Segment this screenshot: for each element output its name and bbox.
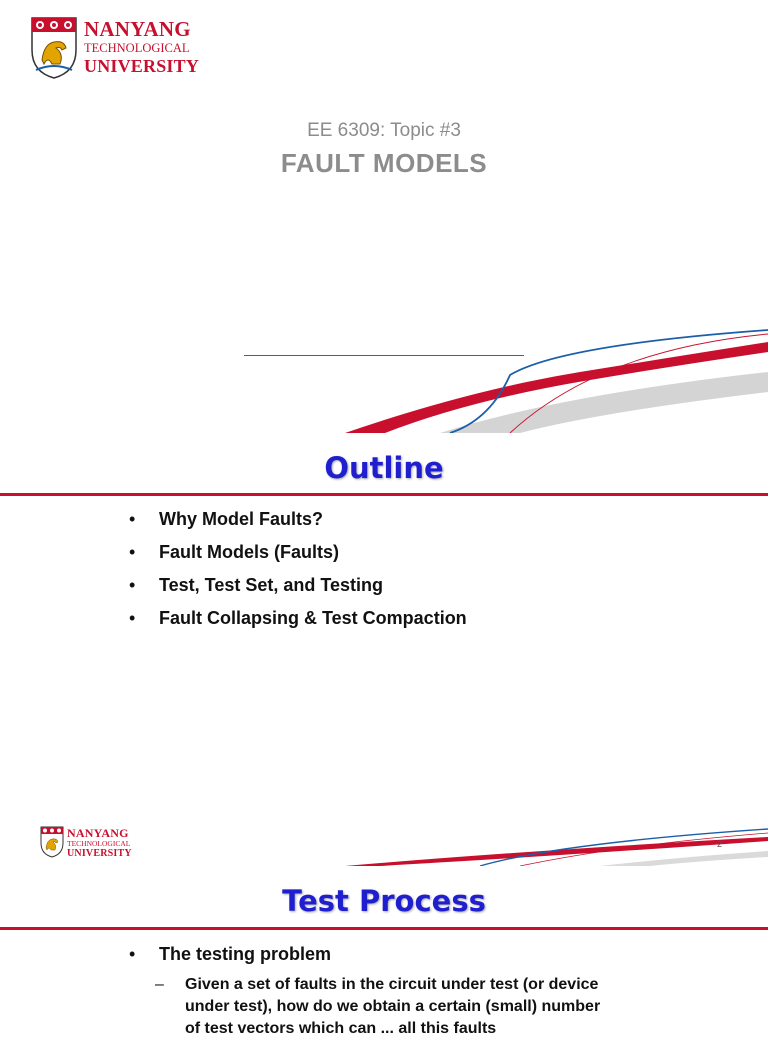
title-slide — [0, 0, 768, 433]
sub-list-item — [155, 974, 689, 1040]
bullet-glyph: • — [129, 575, 136, 595]
dash-glyph: – — [155, 976, 164, 993]
bullet-glyph: • — [129, 944, 136, 964]
bullet-glyph: • — [129, 509, 136, 529]
logo-line-nanyang: NANYANG — [84, 17, 191, 41]
sub-item-line: Given a set of faults in the circuit under test (or device — [185, 976, 599, 993]
sub-item-line: of test vectors which can ... all this faults — [185, 1020, 497, 1037]
list-item-text: Fault Collapsing & Test Compaction — [159, 608, 467, 628]
list-item-text: Test, Test Set, and Testing — [159, 575, 384, 595]
slide-heading: Test Process — [282, 884, 486, 918]
logo-line-university: UNIVERSITY — [84, 55, 200, 76]
test-process-list — [129, 944, 689, 1040]
slide-heading: Outline — [324, 451, 444, 485]
logo-line-technological: TECHNOLOGICAL — [84, 41, 190, 55]
course-code: EE 6309: Topic #3 — [307, 120, 461, 141]
outline-slide — [0, 433, 768, 866]
logo-line-technological: TECHNOLOGICAL — [67, 839, 131, 848]
list-item — [129, 944, 689, 974]
deck-title: FAULT MODELS — [280, 148, 488, 178]
logo-line-nanyang: NANYANG — [67, 826, 129, 840]
page-number: 2 — [716, 839, 722, 849]
sub-item-line: under test), how do we obtain a certain (small) number — [185, 998, 601, 1015]
test-process-slide — [0, 866, 768, 1037]
list-item-text: Fault Models (Faults) — [159, 542, 339, 562]
decorative-swoosh — [0, 433, 768, 866]
list-item-text: Why Model Faults? — [159, 509, 323, 529]
decorative-swoosh — [0, 0, 768, 433]
logo-line-university: UNIVERSITY — [67, 847, 132, 859]
bullet-glyph: • — [129, 608, 136, 628]
heading-divider — [0, 927, 768, 930]
list-item-text: The testing problem — [159, 944, 332, 964]
bullet-glyph: • — [129, 542, 136, 562]
